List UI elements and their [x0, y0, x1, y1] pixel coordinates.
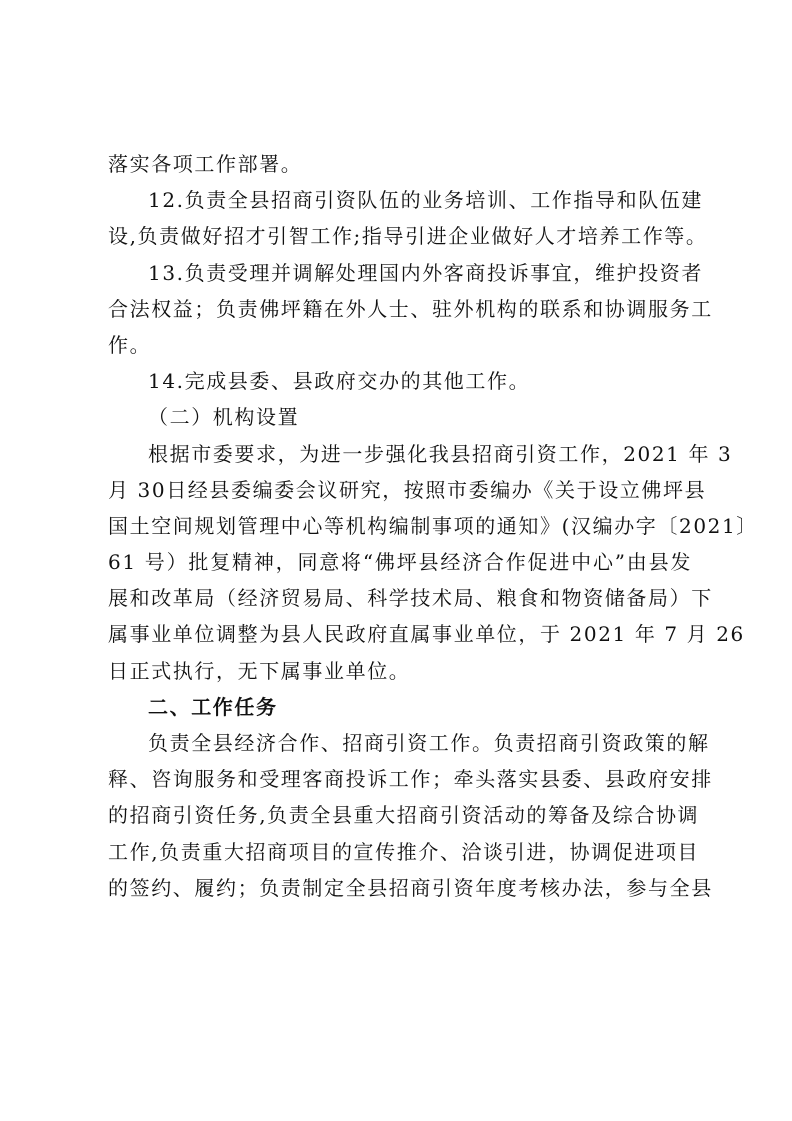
- paragraph: [108, 725, 713, 906]
- text-line: 作。: [108, 332, 152, 357]
- paragraph: [108, 436, 758, 689]
- text-line: 12.负责全县招商引资队伍的业务培训、工作指导和队伍建: [148, 188, 704, 213]
- text-line: 二、工作任务: [148, 694, 278, 719]
- paragraph: [108, 255, 713, 364]
- text-line: 的招商引资任务,负责全县重大招商引资活动的筹备及综合协调: [108, 803, 700, 828]
- text-line: 根据市委要求，为进一步强化我县招商引资工作，2021 年 3: [148, 441, 733, 466]
- paragraph: [108, 399, 692, 435]
- text-line: 落实各项工作部署。: [108, 152, 303, 176]
- text-line: 释、咨询服务和受理客商投诉工作；牵头落实县委、县政府安排: [108, 767, 713, 792]
- text-line: 13.负责受理并调解处理国内外客商投诉事宜，维护投资者: [148, 260, 704, 285]
- text-line: 属事业单位调整为县人民政府直属事业单位，于 2021 年 7 月 26: [108, 622, 745, 647]
- text-line: （二）机构设置: [148, 405, 300, 430]
- text-line: 负责全县经济合作、招商引资工作。负责招商引资政策的解: [148, 731, 710, 755]
- text-line: 设,负责做好招才引智工作;指导引进企业做好人才培养工作等。: [108, 224, 708, 249]
- document-body: [108, 146, 758, 906]
- paragraph: [108, 363, 692, 399]
- section-heading: [108, 689, 692, 725]
- text-line: 月 30日经县委编委会议研究，按照市委编办《关于设立佛坪县: [108, 477, 707, 502]
- paragraph: [108, 182, 708, 254]
- text-line: 国土空间规划管理中心等机构编制事项的通知》(汉编办字〔2021〕: [108, 513, 758, 538]
- text-line: 展和改革局（经济贸易局、科学技术局、粮食和物资储备局）下: [108, 586, 713, 611]
- text-line: 的签约、履约；负责制定全县招商引资年度考核办法，参与全县: [108, 875, 713, 900]
- text-line: 14.完成县委、县政府交办的其他工作。: [148, 369, 531, 394]
- text-line: 61 号）批复精神，同意将“佛坪县经济合作促进中心”由县发: [108, 550, 692, 575]
- text-line: 工作,负责重大招商项目的宣传推介、洽谈引进，协调促进项目: [108, 839, 700, 864]
- paragraph: [108, 146, 692, 182]
- text-line: 合法权益；负责佛坪籍在外人士、驻外机构的联系和协调服务工: [108, 296, 713, 321]
- text-line: 日正式执行，无下属事业单位。: [108, 658, 411, 683]
